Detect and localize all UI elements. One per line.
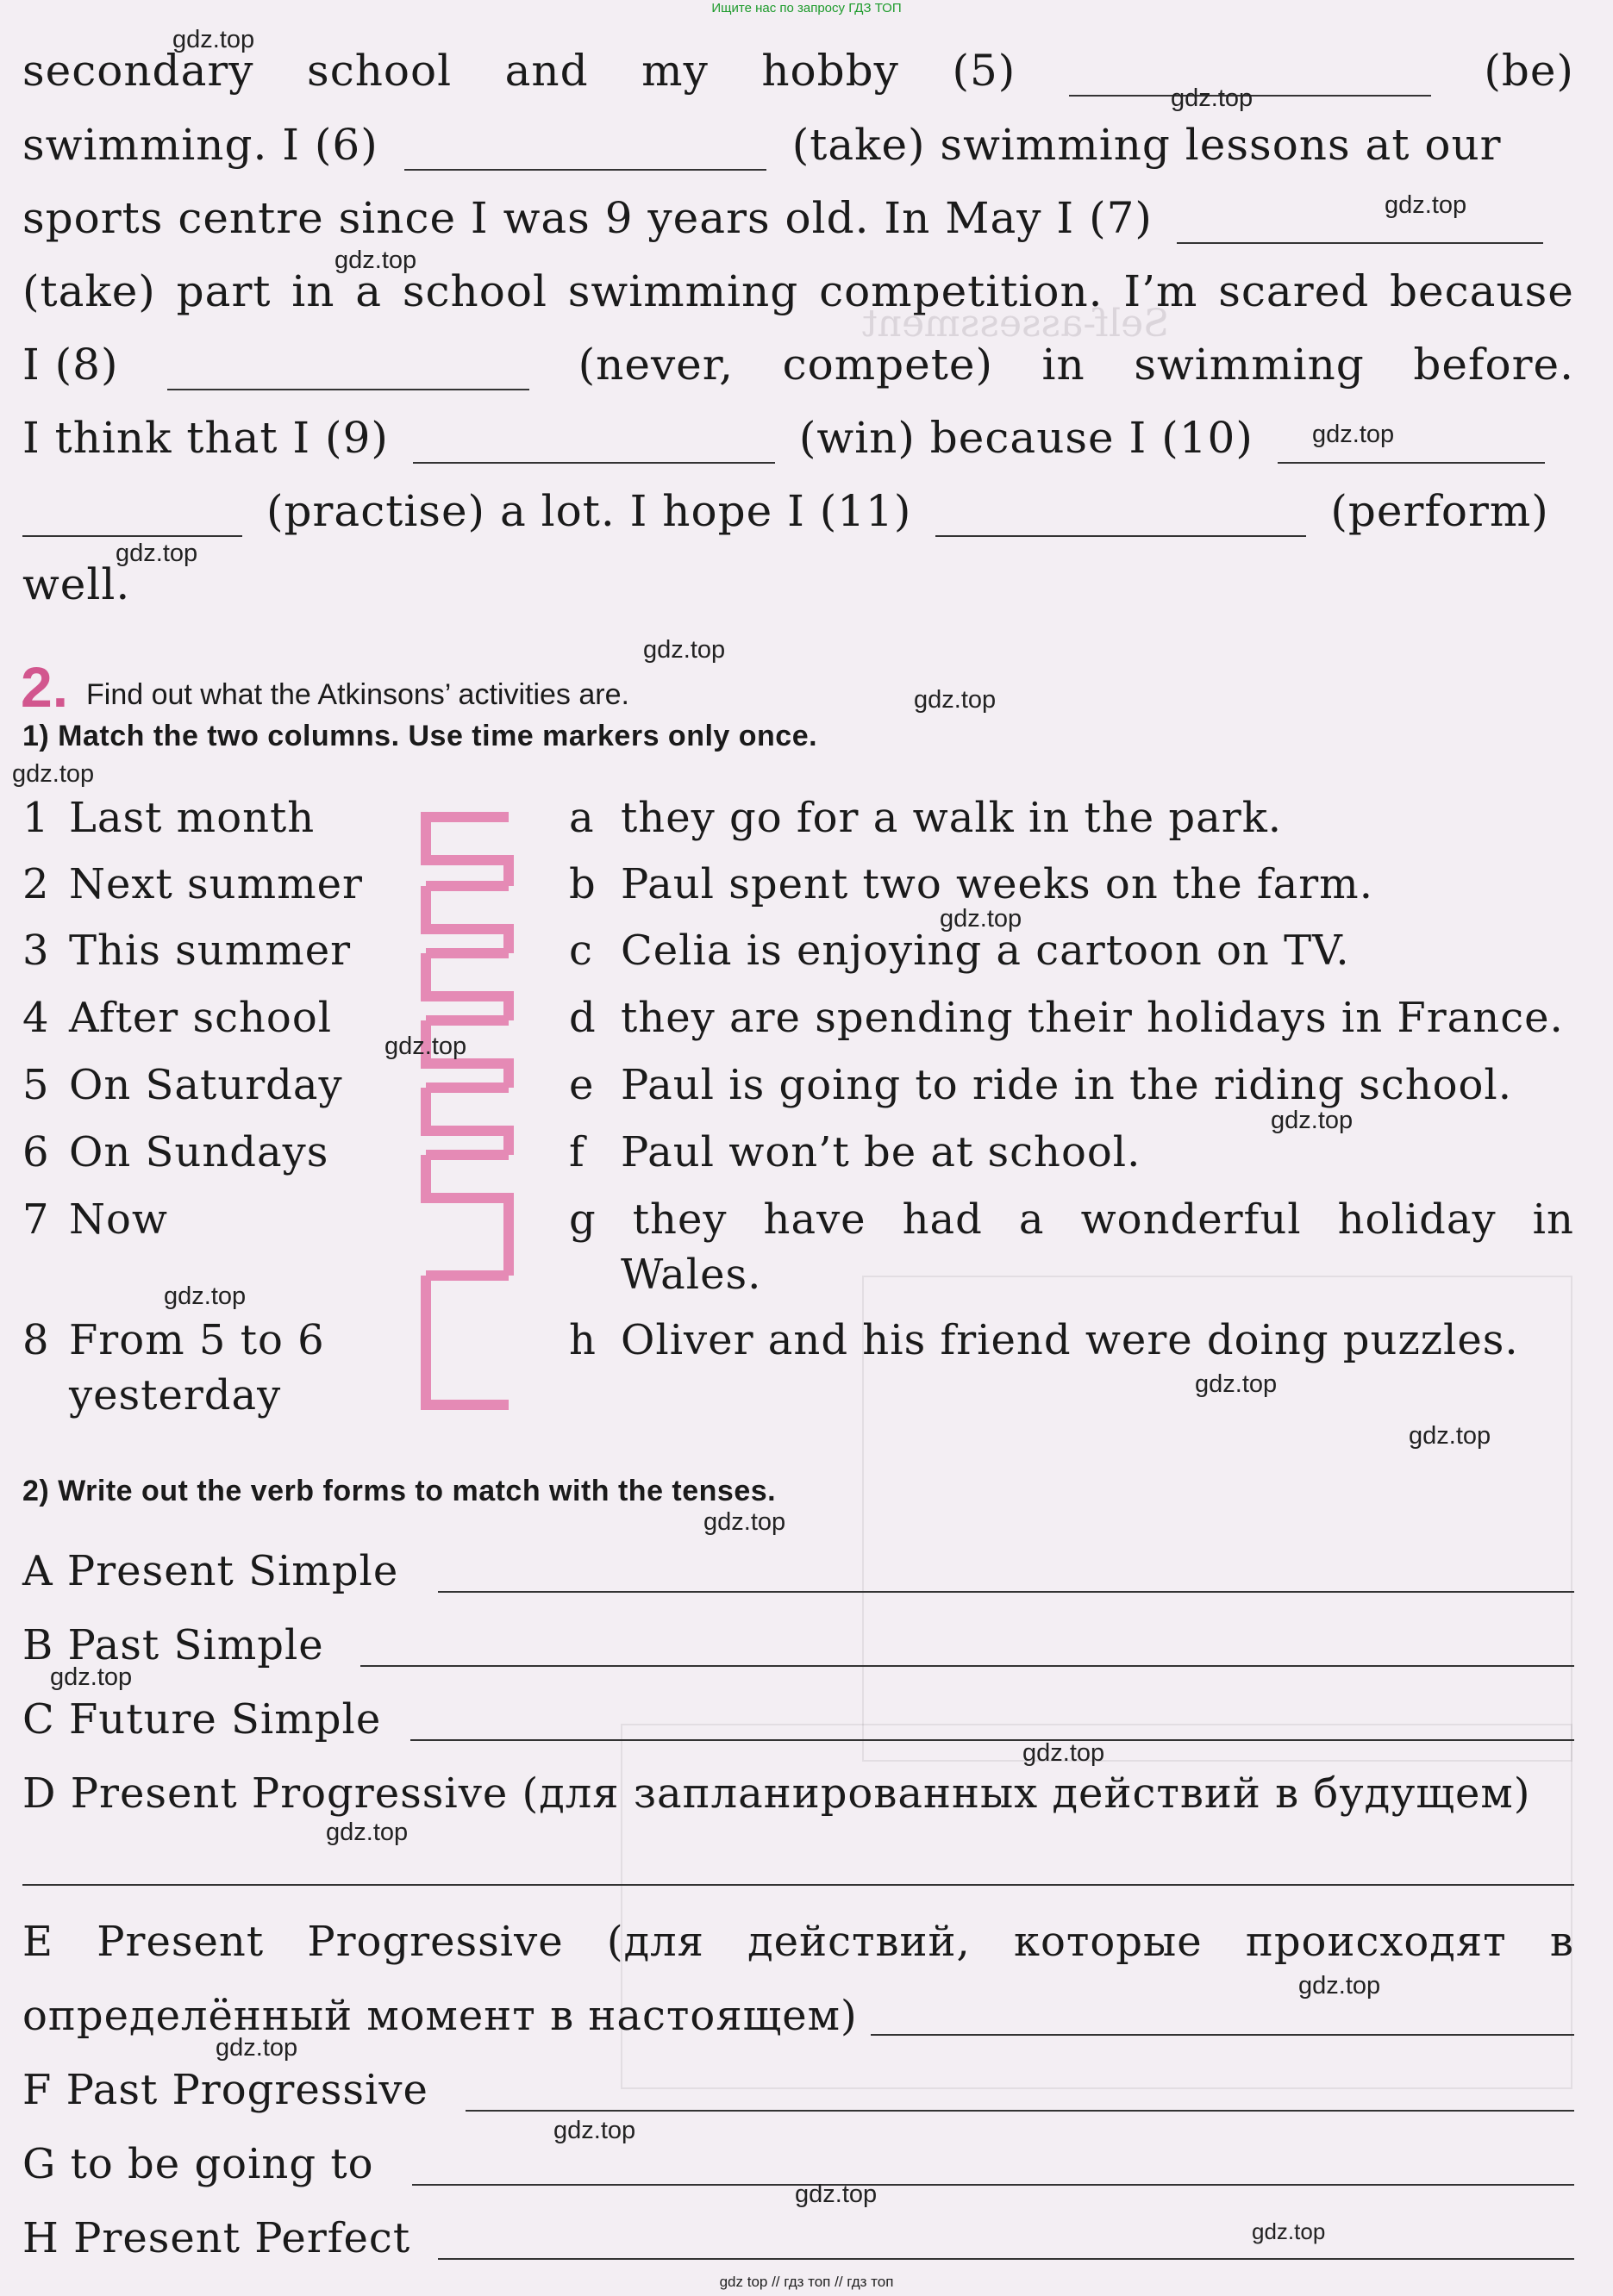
watermark: gdz.top [116, 540, 198, 567]
watermark: gdz.top [1195, 1370, 1278, 1398]
watermark: gdz.top [384, 1033, 467, 1060]
tense-e-cont: определённый момент в настоящем) [22, 1992, 858, 2040]
part-1-heading: 1) Match the two columns. Use time markers only once. [22, 720, 818, 752]
answer-line-f[interactable] [466, 2110, 1574, 2112]
answer-blank-10-cont[interactable] [22, 497, 242, 537]
exercise-number: 2. [21, 655, 69, 719]
time-marker-3: 3 This summer [22, 927, 352, 975]
time-marker-8: 8 From 5 to 6 [22, 1316, 325, 1364]
watermark: gdz.top [703, 1508, 786, 1536]
tense-e: E Present Progressive (для действий, которые происходят в [22, 1918, 1574, 1966]
activity-g: g they have had a wonderful holiday in [569, 1195, 1574, 1244]
top-note: Ищите нас по запросу ГДЗ ТОП [711, 1, 902, 16]
tense-f: F Past Progressive [22, 2066, 428, 2114]
time-marker-8-cont: yesterday [69, 1371, 282, 1419]
part-2-heading: 2) Write out the verb forms to match with the tenses. [22, 1475, 777, 1507]
answer-line-h[interactable] [438, 2258, 1574, 2260]
watermark: gdz.top [1312, 421, 1395, 448]
tense-h: H Present Perfect [22, 2214, 411, 2262]
watermark: gdz.top [1298, 1972, 1381, 2000]
watermark: gdz.top [50, 1663, 133, 1691]
tense-d: D Present Progressive (для запланированных действий в будущем) [22, 1769, 1531, 1818]
answer-line-g[interactable] [412, 2184, 1574, 2186]
text-line-4: (take) part in a school swimming competition. I’m scared because [22, 266, 1574, 316]
activity-h: h Oliver and his friend were doing puzzles. [569, 1316, 1519, 1364]
tense-g: G to be going to [22, 2140, 374, 2188]
text-line-2: swimming. I (6) (take) swimming lessons at our [22, 120, 1502, 170]
activity-b: b Paul spent two weeks on the farm. [569, 860, 1373, 908]
exercise-instruction: Find out what the Atkinsons’ activities are. [86, 678, 629, 711]
answer-blank-6[interactable] [404, 131, 766, 171]
watermark: gdz.top [326, 1819, 409, 1846]
watermark: gdz.top [795, 2181, 878, 2208]
watermark: gdz.top [914, 686, 997, 714]
activity-a: a they go for a walk in the park. [569, 794, 1283, 842]
activity-e: e Paul is going to ride in the riding school. [569, 1061, 1513, 1109]
answer-blank-8[interactable] [167, 351, 529, 390]
answer-line-c[interactable] [410, 1739, 1574, 1741]
time-marker-2: 2 Next summer [22, 860, 363, 908]
time-marker-5: 5 On Saturday [22, 1061, 343, 1109]
answer-blank-11[interactable] [935, 497, 1306, 537]
text-line-3: sports centre since I was 9 years old. In May I (7) [22, 192, 1574, 244]
text-line-6: I think that I (9) (win) because I (10) [22, 412, 1574, 464]
answer-blank-9[interactable] [413, 424, 775, 464]
watermark: gdz.top [940, 905, 1022, 933]
text-line-5: I (8) (never, compete) in swimming before. [22, 340, 1574, 390]
watermark: gdz.top [164, 1282, 247, 1310]
watermark: gdz.top [1252, 2218, 1326, 2244]
answer-line-a[interactable] [438, 1591, 1574, 1593]
watermark: gdz.top [1385, 191, 1467, 219]
tense-a: A Present Simple [22, 1547, 399, 1595]
activity-d: d they are spending their holidays in France. [569, 994, 1564, 1042]
text-line-8: well. [22, 559, 131, 609]
bleed-through-text: Self-assessment [862, 302, 1170, 346]
watermark: gdz.top [172, 26, 255, 53]
activity-c: c Celia is enjoying a cartoon on TV. [569, 927, 1350, 975]
answer-line-d[interactable] [22, 1884, 1574, 1886]
watermark: gdz.top [1022, 1739, 1105, 1767]
watermark: gdz.top [1409, 1422, 1491, 1450]
text-line-7: (practise) a lot. I hope I (11) (perform) [22, 485, 1574, 537]
watermark: gdz.top [334, 246, 417, 274]
watermark: gdz.top [643, 636, 726, 664]
time-marker-6: 6 On Sundays [22, 1128, 329, 1176]
time-marker-1: 1 Last month [22, 794, 316, 842]
tense-b: B Past Simple [22, 1621, 324, 1669]
watermark: gdz.top [216, 2034, 298, 2062]
answer-line-e[interactable] [871, 2034, 1574, 2036]
activity-g-cont: Wales. [621, 1251, 762, 1299]
watermark: gdz.top [1171, 84, 1254, 112]
watermark: gdz.top [553, 2117, 636, 2144]
matching-connector-graphic [414, 810, 517, 1413]
time-marker-7: 7 Now [22, 1195, 168, 1244]
answer-line-b[interactable] [360, 1665, 1574, 1667]
watermark: gdz.top [12, 760, 95, 788]
answer-blank-7[interactable] [1177, 204, 1543, 244]
text-line-1: secondary school and my hobby (5) (be) [22, 46, 1574, 96]
footer: gdz top // гдз топ // гдз топ [719, 2274, 894, 2290]
activity-f: f Paul won’t be at school. [569, 1128, 1141, 1176]
time-marker-4: 4 After school [22, 994, 333, 1042]
watermark: gdz.top [1271, 1107, 1354, 1134]
tense-c: C Future Simple [22, 1695, 382, 1744]
